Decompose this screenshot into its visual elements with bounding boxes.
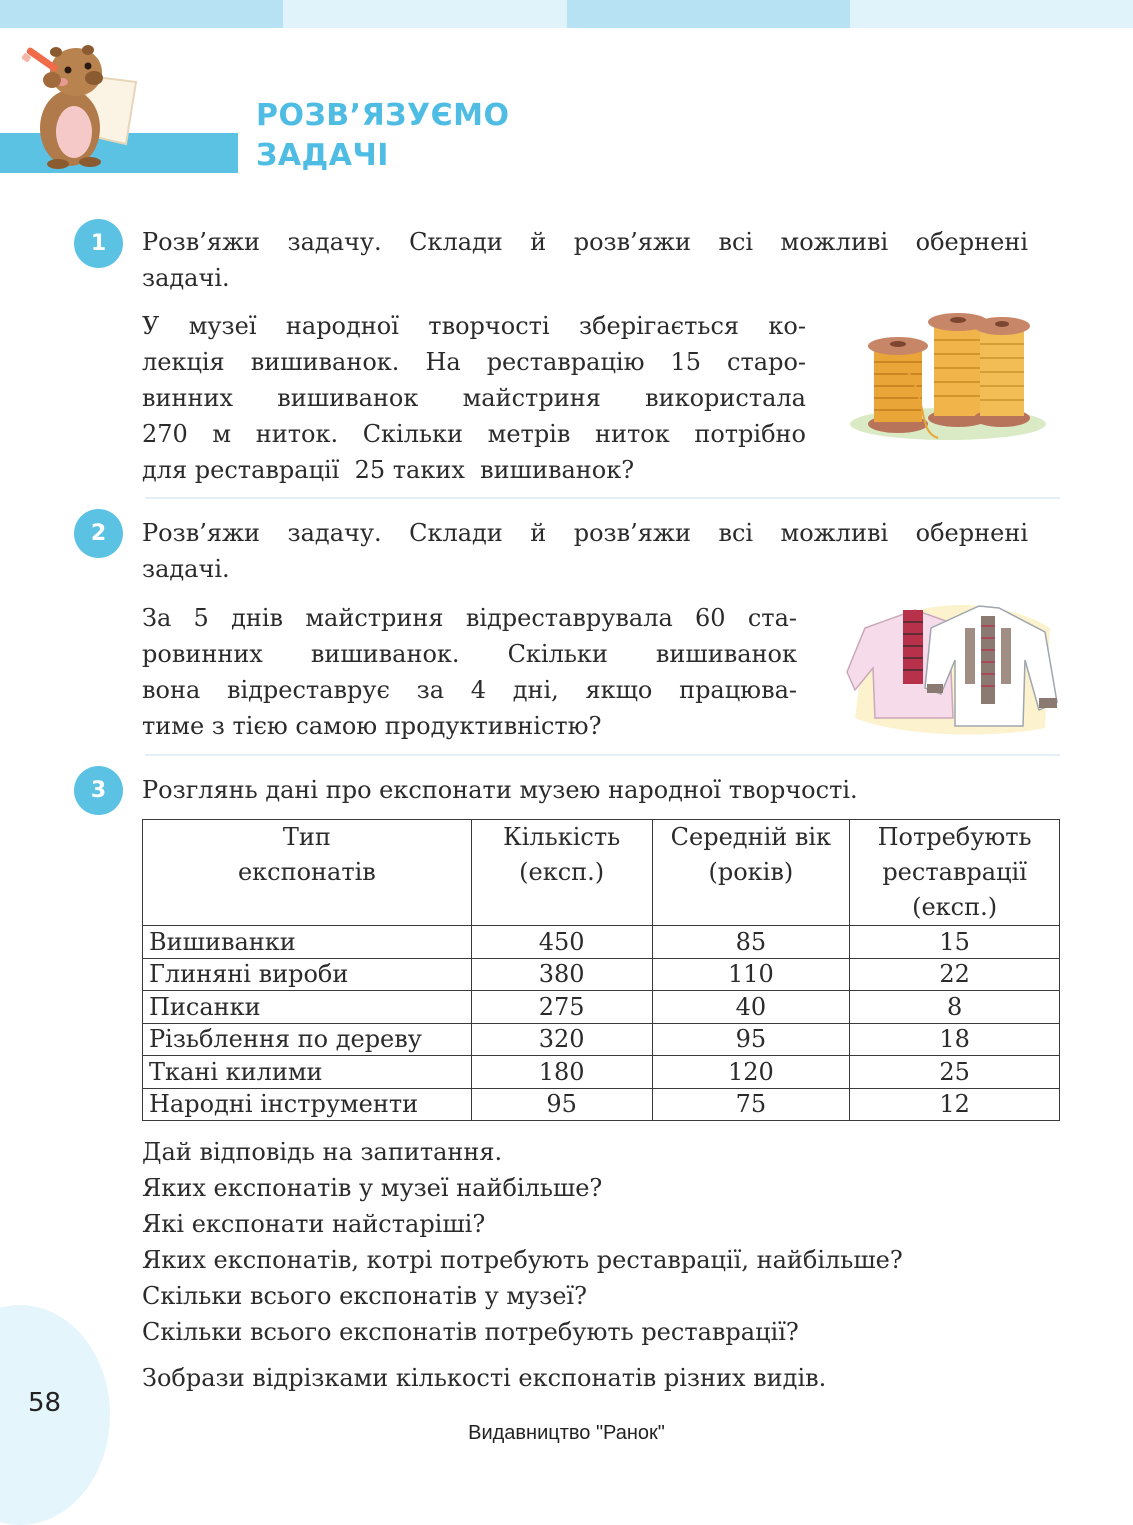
table-cell: 180	[471, 1056, 652, 1089]
capybara-mascot-illustration	[18, 36, 142, 170]
table-cell: 15	[850, 926, 1060, 959]
task-2-problem-line: вона відреставрує за 4 дні, якщо працюва-	[142, 676, 797, 704]
task-1-problem-line: для реставрації 25 таких вишиванок?	[142, 456, 635, 484]
section-title-line: ЗАДАЧІ	[256, 138, 389, 173]
task-number-badge: 3	[74, 766, 123, 815]
table-cell: 95	[471, 1088, 652, 1121]
column-header-line: Тип	[282, 823, 331, 851]
table-cell: 22	[850, 958, 1060, 991]
task-1-instruction-line: задачі.	[142, 264, 230, 292]
top-strip-segment	[283, 0, 567, 28]
section-title	[256, 96, 509, 176]
task-1-instruction-line: Розв’яжи задачу. Склади й розв’яжи всі можливі обернені	[142, 228, 1028, 256]
publisher-credit: Видавництво "Ранок"	[468, 1422, 665, 1444]
section-divider	[145, 754, 1060, 756]
table-cell: Різьблення по дереву	[143, 1023, 472, 1056]
table-cell: 18	[850, 1023, 1060, 1056]
table-cell: 75	[652, 1088, 850, 1121]
task-2-problem	[142, 600, 797, 744]
table-cell: 450	[471, 926, 652, 959]
column-header-line: Середній вік	[670, 823, 832, 851]
table-cell: Писанки	[143, 991, 472, 1024]
task-2-problem-line: За 5 днів майстриня відреставрувала 60 ста-	[142, 604, 797, 632]
page-number: 58	[28, 1388, 62, 1418]
column-header-line: (експ.)	[519, 858, 605, 886]
table-cell: Вишиванки	[143, 926, 472, 959]
task-2-instruction-line: Розв’яжи задачу. Склади й розв’яжи всі можливі обернені	[142, 519, 1028, 547]
task-1-problem-line: винних вишиванок майстриня використала	[142, 384, 806, 412]
table-cell: 12	[850, 1088, 1060, 1121]
question-line: Яких експонатів, котрі потребують реставрації, найбільше?	[142, 1246, 903, 1274]
task-1-problem-line: У музеї народної творчості зберігається ко-	[142, 312, 806, 340]
task-3-instruction: Розглянь дані про експонати музею народної творчості.	[142, 776, 858, 804]
section-title-line: РОЗВ’ЯЗУЄМО	[256, 98, 510, 133]
table-header-row	[143, 820, 1060, 926]
table-cell: Ткані килими	[143, 1056, 472, 1089]
table-cell: 85	[652, 926, 850, 959]
top-strip-segment	[0, 0, 283, 28]
column-header-line: (років)	[708, 858, 794, 886]
task-2-problem-line: тиме з тією самою продуктивністю?	[142, 712, 602, 740]
table-cell: 40	[652, 991, 850, 1024]
table-cell: Народні інструменти	[143, 1088, 472, 1121]
task-1-instruction	[142, 224, 1028, 296]
column-header-line: реставрації	[882, 858, 1027, 886]
question-line: Дай відповідь на запитання.	[142, 1138, 503, 1166]
exhibits-table	[142, 819, 1060, 1121]
task-1-problem-line: 270 м ниток. Скільки метрів ниток потрібно	[142, 420, 806, 448]
column-header-line: Потребують	[877, 823, 1032, 851]
column-header	[471, 820, 652, 926]
table-cell: 320	[471, 1023, 652, 1056]
embroidered-shirts-illustration	[845, 598, 1060, 738]
table-row	[143, 991, 1060, 1024]
question-line: Скільки всього експонатів потребують реставрації?	[142, 1318, 799, 1346]
table-cell: 380	[471, 958, 652, 991]
table-cell: 275	[471, 991, 652, 1024]
thread-spools-illustration	[848, 312, 1048, 442]
table-cell: 8	[850, 991, 1060, 1024]
top-strip-segment	[567, 0, 850, 28]
task-1-problem	[142, 308, 806, 488]
table-cell: 110	[652, 958, 850, 991]
table-row	[143, 1056, 1060, 1089]
task-1-problem-line: лекція вишиванок. На реставрацію 15 старо-	[142, 348, 806, 376]
table-row	[143, 1088, 1060, 1121]
task-2-instruction	[142, 515, 1028, 587]
column-header-line: (експ.)	[912, 893, 998, 921]
table-cell: 25	[850, 1056, 1060, 1089]
column-header-line: Кількість	[503, 823, 621, 851]
table-cell: Глиняні вироби	[143, 958, 472, 991]
section-divider	[145, 497, 1060, 499]
task-2-instruction-line: задачі.	[142, 555, 230, 583]
table-cell: 120	[652, 1056, 850, 1089]
top-strip-segment	[850, 0, 1133, 28]
column-header	[143, 820, 472, 926]
table-row	[143, 958, 1060, 991]
question-line: Які експонати найстаріші?	[142, 1210, 486, 1238]
task-number-badge: 1	[74, 219, 123, 268]
column-header	[850, 820, 1060, 926]
final-task-text: Зобрази відрізками кількості експонатів різних видів.	[142, 1364, 827, 1392]
table-cell: 95	[652, 1023, 850, 1056]
question-line: Яких експонатів у музеї найбільше?	[142, 1174, 603, 1202]
table-row	[143, 926, 1060, 959]
question-line: Скільки всього експонатів у музеї?	[142, 1282, 587, 1310]
column-header	[652, 820, 850, 926]
task-number-badge: 2	[74, 509, 123, 558]
task-2-problem-line: ровинних вишиванок. Скільки вишиванок	[142, 640, 797, 668]
column-header-line: експонатів	[237, 858, 376, 886]
table-row	[143, 1023, 1060, 1056]
questions-block	[142, 1134, 903, 1350]
